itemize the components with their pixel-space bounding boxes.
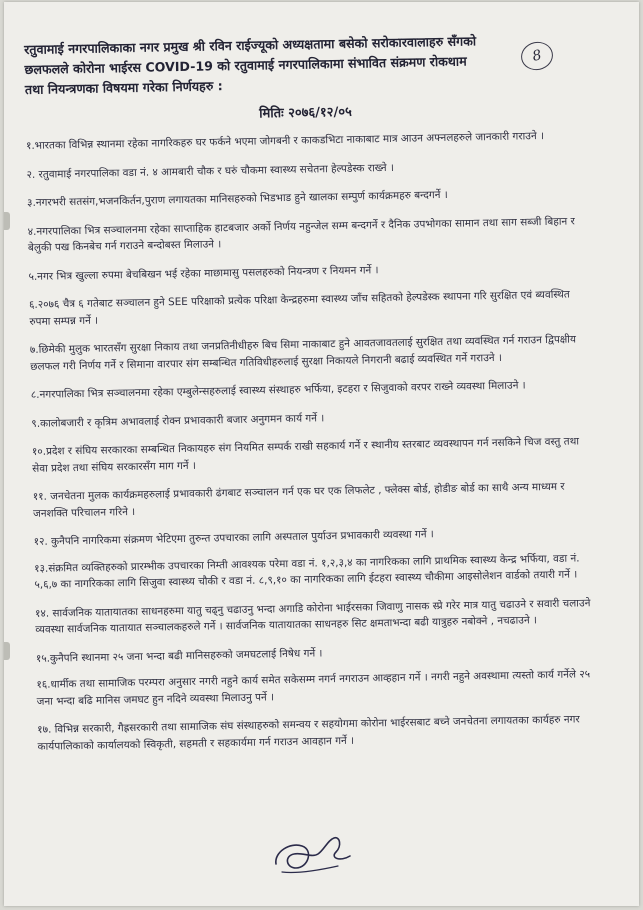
document-heading: [24, 29, 585, 100]
punch-hole: [4, 212, 10, 230]
decision-item-4: ४.नगरपालिका भित्र सञ्चालनमा रहेका साप्ताहिक हाटबजार अर्को निर्णय नहुन्जेल सम्म बन्दगर्ने र दैनिक उपभोगका सामान तथा साग सब्जी बिहान र बेलुकी पख किनबेच गर्न गराउने बन्दोबस्त मिलाउने ।: [27, 214, 575, 254]
decision-item-3: ३.नगरभरी सतसंग,भजनकिर्तन,पुराण लगायतका मानिसहरुको भिडभाड हुने खालका सम्पुर्ण कार्यक्रमहरु बन्दगर्ने ।: [27, 188, 448, 209]
margin-page-number: 8: [518, 39, 555, 73]
decision-item-12: १२. कुनैपनि नागरिकमा संक्रमण भेटिएमा तुरुन्त उपचारका लागि अस्पताल पुर्याउन प्रभावकारी व्यवस्था गर्ने ।: [33, 528, 434, 548]
decision-item-14: १४. सार्वजनिक यातायातका साधनहरुमा यातु चढ्नु चढाउनु भन्दा अगाडि कोरोना भाईरसका जिवाणु नासक स्प्रे गरेर मात्र यातु चढाउने र सवारी चलाउने व्यवस्था सार्वजनिक यातायात सञ्चालकहरुले गर्ने । सार्वजनिक यातायातका साधनहरु सिट क्षमताभन्दा बढी यात्रुहरु नबोक्ने , नचढाउने ।: [34, 596, 591, 636]
heading-line-3: तथा नियन्त्रणका विषयमा गरेका निर्णयहरु :: [24, 78, 223, 97]
decision-item-15: १५.कुनैपनि स्थानमा २५ जना भन्दा बढी मानिसहरुको जमघटलाई निषेध गर्ने ।: [35, 646, 323, 665]
decision-item-13: १३.संक्रमित व्यक्तिहरुको प्रारम्भीक उपचारका निम्ती आवश्यक परेमा वडा नं. १,२,३,४ का नागरिकका लागि प्राथमिक स्वास्थ्य केन्द्र भर्फिया, वडा नं. ५,६,७ का नागरिकका लागि सिजुवा स्वास्थ्य चौकी र वडा नं. ८,९,१० का नागरिकका लागि ईटहरा स्वास्थ्य चौकीमा आइसोलेशन वार्डको तयारी गर्ने ।: [34, 551, 580, 591]
heading-line-1: रतुवामाई नगरपालिकाका नगर प्रमुख श्री रविन राईज्यूको अध्यक्षतामा बसेको सरोकारवालाहरु सँगको: [24, 33, 477, 57]
handwritten-signature: [268, 828, 358, 878]
decision-item-7: ७.छिमेकी मुलुक भारतसँग सुरक्षा निकाय तथा जनप्रतिनीधीहरु बिच सिमा नाकाबाट हुने आवतजावतलाई सुरक्षित तथा व्यवस्थित गर्न गराउन द्विपक्षीय छलफल गरी निर्णय गर्ने र सिमाना वारपार संग सम्बन्धित गतिविधीहरुलाई सुरक्षा निकायले निगरानी बढाई व्यवस्थित गर्ने गराउने ।: [29, 333, 577, 373]
decision-item-10: १०.प्रदेश र संघिय सरकारका सम्बन्धित निकायहरु संग नियमित सम्पर्क राखी सहकार्य गर्ने र स्थानीय स्तरबाट व्यवस्थापन गर्न नसकिने चिज वस्तु तथा सेवा प्रदेश तथा संघिय सरकारसँग माग गर्ने ।: [31, 435, 580, 475]
decision-item-11: ११. जनचेतना मुलक कार्यक्रमहरुलाई प्रभावकारी ढंगबाट सञ्चालन गर्न एक घर एक लिफलेट , फ्लेक्स बोर्ड, होडीङ बोर्ड का साथै अन्य माध्यम र जनशक्ति परिचालन गरिने ।: [32, 480, 565, 520]
decision-item-2: २. रतुवामाई नगरपालिका वडा नं. ४ आमबारी चौक र घरुं चौकमा स्वास्थ्य सचेतना हेल्पडेस्क राख्ने ।: [26, 161, 394, 181]
decision-item-1: १.भारतका विभिन्न स्थानमा रहेका नागरिकहरु घर फर्कने भएमा जोगबनी र काकडभिटा नाकाबाट मात्र आउन अफ्नलहरुले जानकारी गराउने ।: [25, 130, 545, 152]
decision-item-8: ८.नगरपालिका भित्र सञ्चालनमा रहेका एम्बुलेन्सहरुलाई स्वास्थ्य संस्थाहरु भर्फिया, इटहरा र सिजुवाको वरपर राख्ने व्यवस्था मिलाउने ।: [30, 379, 526, 401]
heading-line-2: छलफलले कोरोना भाईरस COVID-19 को रतुवामाई नगरपालिकामा संभावित संक्रमण रोकथाम: [24, 53, 467, 77]
document-page: [4, 2, 639, 906]
decision-item-6: ६.२०७६ चैत्र ६ गतेबाट सञ्चालन हुने SEE परिक्षाको प्रत्येक परिक्षा केन्द्रहरुमा स्वास्थ्य जाँच सहितको हेल्पडेस्क स्थापना गरि सुरक्षित एवं ब्यवस्थित रुपमा सम्पन्न गर्ने ।: [28, 288, 570, 328]
document-body: [24, 29, 598, 767]
document-date: मितिः २०७६/१२/०५: [258, 104, 352, 122]
decision-item-16: १६.धार्मीक तथा सामाजिक परम्परा अनुसार नगरी नहुने कार्य समेत सकेसम्म नगर्न नगराउन आव्हहान गर्ने । नगरी नहुने अवस्थामा त्यस्तो कार्य गर्नेले २५ जना भन्दा बढि मानिस जमघट हुन नदिने व्यवस्था मिलाउनु पर्ने ।: [36, 668, 591, 708]
decision-item-9: ९.कालोबजारी र कृत्रिम अभावलाई रोक्न प्रभावकारी बजार अनुगमन कार्य गर्ने ।: [31, 411, 325, 430]
decision-item-5: ५.नगर भित्र खुल्ला रुपमा बेचबिखन भई रहेका माछामासु पसलहरुको नियन्त्रण र नियमन गर्ने ।: [28, 263, 379, 283]
punch-hole: [4, 642, 10, 660]
decision-item-17: १७. विभिन्न सरकारी, गैह्रसरकारी तथा सामाजिक संघ संस्थाहरुको समन्वय र सहयोगमा कोरोना भाईरसबाट बच्ने जनचेतना लगायतका कार्यहरु नगर कार्यपालिकाको कार्यालयको स्विकृती, सहमती र सहकार्यमा गर्न गराउन आवहान गर्ने ।: [37, 713, 580, 753]
